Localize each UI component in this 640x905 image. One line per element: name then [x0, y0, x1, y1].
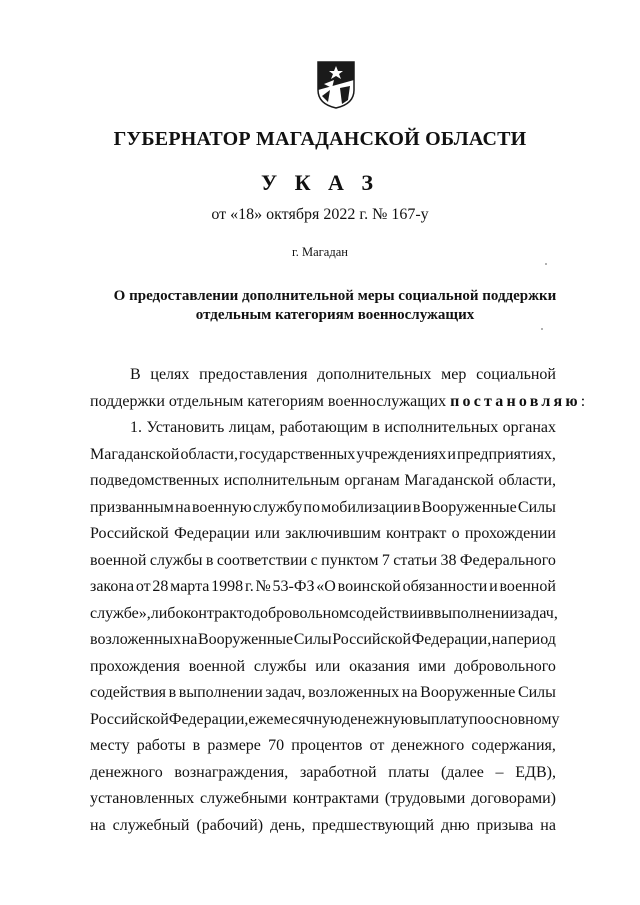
word: области, [498, 472, 556, 489]
issuer-heading: ГУБЕРНАТОР МАГАДАНСКОЙ ОБЛАСТИ [113, 128, 527, 150]
word: на [90, 816, 106, 834]
word: выполнении [178, 684, 263, 701]
word: и [447, 445, 456, 463]
preamble-line [90, 362, 556, 389]
word: учреждениях [356, 445, 447, 463]
word: 1. [130, 419, 142, 436]
word: № [255, 578, 271, 595]
word: либо [150, 604, 184, 622]
word: или [315, 657, 341, 675]
word: 38 [440, 551, 457, 569]
word: Российской [332, 631, 412, 648]
word: на [540, 816, 556, 834]
word: пунктом [321, 551, 379, 569]
word: подведомственных [90, 472, 220, 489]
word: дополнительных [317, 366, 432, 383]
word: Российской [90, 710, 169, 728]
word: военной [188, 657, 246, 675]
word: дню [441, 816, 470, 834]
clause-line [90, 813, 556, 840]
word: оказания [349, 657, 410, 675]
word: денежного [391, 737, 465, 754]
word: месту [90, 737, 130, 754]
word: денежного [90, 763, 163, 781]
word: контракт [386, 525, 447, 542]
word: 53-ФЗ [272, 578, 315, 595]
word: о [451, 525, 460, 542]
word: предшествующий [312, 816, 435, 834]
word: на [491, 631, 508, 648]
word: Силы [517, 498, 556, 516]
word: по [303, 498, 320, 516]
word: (трудовыми [384, 790, 466, 807]
word: установленных [90, 790, 195, 807]
word: обязанности [402, 578, 488, 595]
preamble-line [90, 389, 586, 416]
clause-line [90, 733, 556, 760]
word: военной [499, 578, 556, 595]
word: в [168, 684, 177, 701]
word: военную [191, 498, 252, 516]
word: основному [485, 710, 560, 728]
word: призыва [476, 816, 534, 834]
word: 28 [152, 578, 169, 595]
word: период [508, 631, 556, 648]
word: Вооруженные [421, 498, 517, 516]
word: и [489, 578, 498, 595]
word: государственных [239, 445, 356, 463]
word: предприятиях, [456, 445, 556, 463]
word: службы [149, 551, 203, 569]
word: Магаданской [90, 445, 180, 463]
word: Силы [517, 684, 556, 701]
word: на [175, 498, 191, 516]
clause-line [90, 654, 556, 681]
word: заработной [299, 763, 377, 781]
word: или [254, 525, 280, 542]
word: в [205, 551, 214, 569]
clause-line [90, 548, 556, 575]
word: предоставления [199, 366, 308, 383]
word: содействии [349, 604, 427, 622]
word: военной [90, 551, 147, 569]
date-number-line: от «18» октября 2022 г. № 167-у [211, 206, 429, 223]
word: службу [252, 498, 303, 516]
word: в [192, 737, 201, 754]
word: договорами) [471, 790, 556, 807]
word: работы [136, 737, 186, 754]
word: возложенных [308, 684, 400, 701]
scan-speck [541, 328, 543, 330]
word: служебный [112, 816, 190, 834]
word: Магаданской [404, 472, 494, 489]
clause-line [90, 786, 556, 813]
word: воинской [337, 578, 401, 595]
word: 7 [381, 551, 390, 569]
coat-of-arms-icon [316, 60, 356, 110]
clause-line [90, 442, 556, 469]
clause-line [90, 574, 556, 601]
word: на [181, 631, 198, 648]
word: от [369, 737, 385, 754]
word: добровольном [251, 604, 349, 622]
word: ежемесячную [248, 710, 343, 728]
word: социальной [476, 366, 556, 383]
clause-line [90, 760, 556, 787]
document-title [90, 287, 580, 325]
word: контрактами [292, 790, 380, 807]
word: (далее [440, 763, 484, 781]
word: выполнении [433, 604, 518, 622]
word: ими [418, 657, 446, 675]
city-line: г. Магадан [292, 245, 348, 259]
word: служебными [200, 790, 287, 807]
scan-speck [545, 263, 547, 265]
word: Установить [146, 419, 225, 436]
word: Федерального [459, 551, 556, 569]
word: Вооруженные [197, 631, 294, 648]
word: работающим [279, 419, 368, 436]
word: содержания, [471, 737, 556, 754]
word: выплату [412, 710, 469, 728]
word: денежную [342, 710, 413, 728]
word: статьи [393, 551, 438, 569]
word: процентов [291, 737, 363, 754]
word: о [243, 604, 252, 622]
word: 70 [268, 737, 285, 754]
word: марта [170, 578, 210, 595]
word: соответствии [216, 551, 308, 569]
word: контракт [183, 604, 244, 622]
word: Вооруженные [420, 684, 516, 701]
word: призванным [90, 498, 174, 516]
word: лицам, [228, 419, 276, 436]
word: Федерации, [411, 631, 492, 648]
document-body [90, 362, 586, 839]
word: закона [90, 578, 135, 595]
word: службы [253, 657, 307, 675]
word: области, [180, 445, 238, 463]
word: день, [270, 816, 306, 834]
word: мобилизации [321, 498, 412, 516]
word: добровольного [454, 657, 556, 675]
word: задач, [517, 604, 558, 622]
word: службе», [90, 604, 151, 622]
word: на [401, 684, 418, 701]
clause-line [90, 707, 560, 734]
word: Российской [90, 525, 169, 542]
word: Федерации, [168, 710, 249, 728]
word: содействия [90, 684, 167, 701]
word: в [426, 604, 434, 622]
word: возложенных [90, 631, 182, 648]
word: по [468, 710, 486, 728]
word: органах [502, 419, 556, 436]
clause-line [90, 415, 556, 442]
word: исполнительным [223, 472, 340, 489]
word: прохождения [90, 657, 180, 675]
word: в [372, 419, 380, 436]
clause-line [90, 627, 556, 654]
word: целях [150, 366, 190, 383]
title-line-1: О предоставлении дополнительной меры социальной поддержки [113, 288, 557, 304]
clause-line [90, 521, 556, 548]
word: размере [207, 737, 261, 754]
clause-line [90, 495, 556, 522]
word: ЕДВ), [515, 763, 556, 781]
word: прохождении [464, 525, 556, 542]
document-type-heading: У К А З [260, 170, 380, 195]
preamble-end: : [580, 392, 586, 410]
word: Федерации [174, 525, 250, 542]
word: от [135, 578, 151, 595]
word: (рабочий) [196, 816, 264, 834]
word: платы [388, 763, 430, 781]
preamble-text: поддержки отдельным категориям военнослужащих [90, 392, 447, 410]
clause-line [90, 468, 556, 495]
word: в [412, 498, 421, 516]
clause-line [90, 680, 556, 707]
word: «О [316, 578, 336, 595]
word: г. [244, 578, 254, 595]
word: – [495, 763, 504, 781]
word: заключившим [285, 525, 381, 542]
word: исполнительных [384, 419, 499, 436]
clause-line [90, 601, 556, 628]
title-line-2: отдельным категориям военнослужащих [195, 307, 475, 323]
word: 1998 [211, 578, 244, 595]
word: В [130, 366, 141, 383]
word: органам [344, 472, 400, 489]
word: вознаграждения, [174, 763, 289, 781]
word: задач, [265, 684, 306, 701]
word: мер [441, 366, 467, 383]
word: Силы [293, 631, 332, 648]
resolution-keyword: постановляю [450, 392, 581, 410]
word: с [310, 551, 318, 569]
